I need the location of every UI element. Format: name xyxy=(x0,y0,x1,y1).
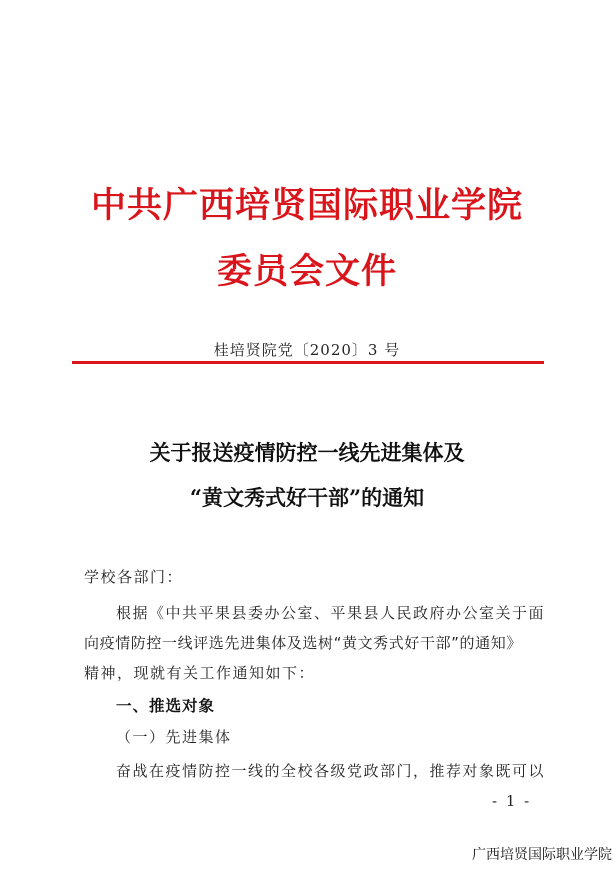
org-title-line1: 中共广西培贤国际职业学院 xyxy=(90,185,523,226)
org-title-line2: 委员会文件 xyxy=(216,251,397,292)
document-title-line2: “黄文秀式好干部”的通知 xyxy=(189,485,425,510)
salutation: 学校各部门： xyxy=(84,568,184,586)
red-divider-line xyxy=(72,361,544,364)
paragraph1-line1: 根据《中共平果县委办公室、平果县人民政府办公室关于面 xyxy=(116,604,546,622)
page-number: - 1 - xyxy=(492,792,532,810)
section-heading: 一、推选对象 xyxy=(116,697,216,715)
paragraph2-line1: 奋战在疫情防控一线的全校各级党政部门，推荐对象既可以 xyxy=(116,762,546,780)
paragraph1-line3: 精神，现就有关工作通知如下： xyxy=(84,664,316,682)
document-title-line1: 关于报送疫情防控一线先进集体及 xyxy=(149,440,465,465)
source-watermark: 广西培贤国际职业学院 xyxy=(472,847,612,863)
paragraph1-line2: 向疫情防控一线评选先进集体及选树“黄文秀式好干部”的通知》 xyxy=(84,634,522,652)
document-number: 桂培贤院党〔2020〕3 号 xyxy=(213,341,401,359)
subsection-heading: （一）先进集体 xyxy=(116,728,232,746)
